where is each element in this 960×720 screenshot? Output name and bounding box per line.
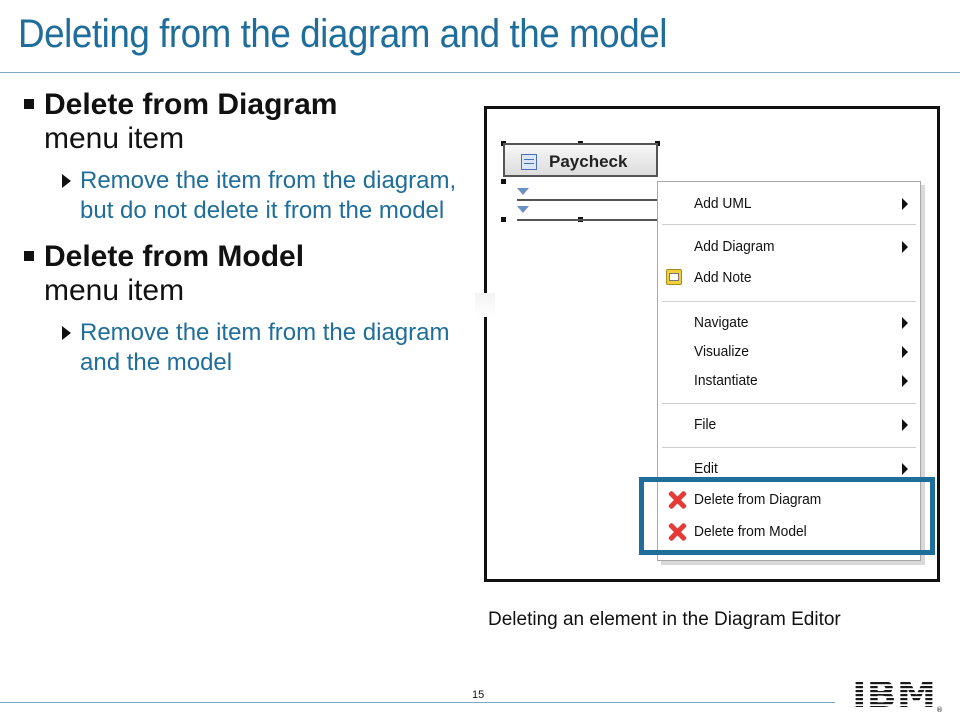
submenu-arrow-icon — [902, 346, 908, 358]
triangle-bullet-icon — [62, 326, 71, 340]
footer-divider — [0, 702, 835, 703]
menu-item-label: Navigate — [694, 314, 749, 331]
class-name: Paycheck — [549, 152, 628, 171]
menu-item-label: Add Diagram — [694, 238, 775, 255]
svg-text:®: ® — [936, 706, 943, 714]
selection-handle[interactable] — [501, 179, 506, 184]
menu-separator — [662, 224, 916, 225]
bullet-list — [20, 88, 470, 378]
operation-compartment-icon — [517, 206, 529, 213]
page-number: 15 — [472, 689, 485, 701]
compartment-divider — [517, 219, 667, 221]
sub-bullet-delete-from-model — [20, 318, 470, 378]
compartment-divider — [517, 199, 667, 201]
menu-item-add-diagram[interactable] — [658, 233, 920, 261]
bullet-delete-from-model — [20, 240, 470, 308]
figure-caption: Deleting an element in the Diagram Editor — [488, 609, 841, 630]
menu-separator — [662, 447, 916, 448]
bullet-bold-text: Delete from Diagram — [44, 88, 338, 121]
square-bullet-icon — [24, 251, 34, 261]
submenu-arrow-icon — [902, 241, 908, 253]
menu-item-instantiate[interactable] — [658, 367, 920, 395]
menu-separator — [662, 403, 916, 404]
menu-item-visualize[interactable] — [658, 338, 920, 366]
menu-item-label: Edit — [694, 460, 718, 477]
menu-item-label: File — [694, 416, 717, 433]
submenu-arrow-icon — [902, 317, 908, 329]
square-bullet-icon — [24, 99, 34, 109]
sub-bullet-delete-from-diagram — [20, 166, 470, 226]
delete-items-highlight — [639, 477, 935, 555]
bullet-text: menu item — [44, 122, 185, 155]
title-divider — [0, 72, 960, 73]
menu-item-label: Instantiate — [694, 372, 758, 389]
uml-class-paycheck[interactable] — [503, 143, 658, 221]
menu-item-label: Delete from Model — [694, 523, 807, 540]
submenu-arrow-icon — [902, 198, 908, 210]
menu-item-add-uml[interactable] — [658, 190, 920, 218]
menu-item-label: Visualize — [694, 343, 749, 360]
selection-handle[interactable] — [501, 217, 506, 222]
bullet-text: menu item — [44, 274, 185, 307]
menu-item-file[interactable] — [658, 411, 920, 439]
class-header[interactable] — [503, 143, 658, 177]
diagram-editor-screenshot — [484, 106, 940, 582]
menu-item-label: Add UML — [694, 195, 752, 212]
menu-separator — [662, 301, 916, 302]
triangle-bullet-icon — [62, 174, 71, 188]
sub-bullet-text: Remove the item from the diagram and the model — [80, 319, 450, 376]
submenu-arrow-icon — [902, 419, 908, 431]
class-icon — [521, 154, 537, 170]
ibm-logo — [850, 674, 942, 714]
svg-text:IBM: IBM — [852, 675, 936, 716]
menu-item-navigate[interactable] — [658, 309, 920, 337]
bullet-delete-from-diagram — [20, 88, 470, 156]
note-icon — [666, 269, 682, 285]
submenu-arrow-icon — [902, 463, 908, 475]
sub-bullet-text: Remove the item from the diagram, but do not delete it from the model — [80, 167, 457, 224]
attribute-compartment-icon — [517, 188, 529, 195]
menu-item-label: Add Note — [694, 269, 752, 286]
slide-title: Deleting from the diagram and the model — [18, 12, 667, 56]
submenu-arrow-icon — [902, 375, 908, 387]
menu-item-add-note[interactable] — [658, 264, 920, 292]
bullet-bold-text: Delete from Model — [44, 240, 305, 273]
menu-item-label: Delete from Diagram — [694, 491, 822, 508]
